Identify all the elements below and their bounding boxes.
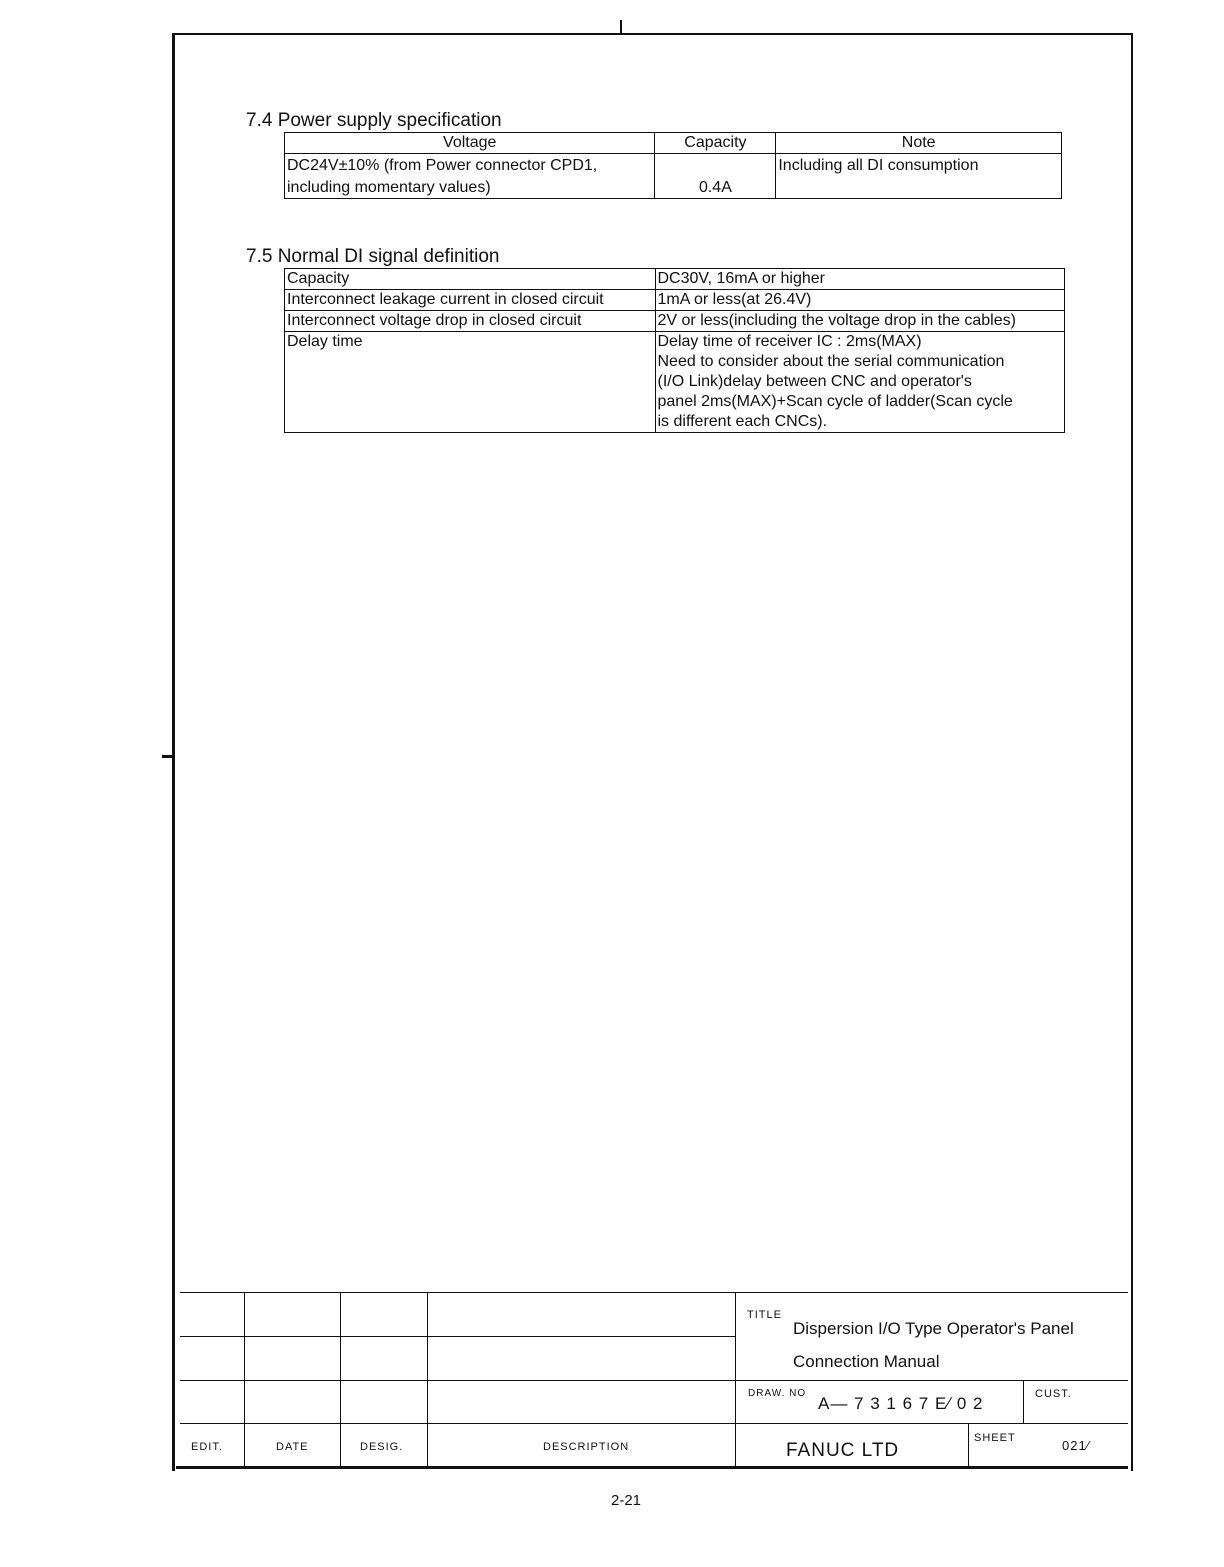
capacity-cell: 0.4A: [655, 154, 776, 199]
header-voltage: Voltage: [285, 133, 655, 154]
company-name: FANUC LTD: [786, 1440, 900, 1461]
table-header-row: [285, 133, 1062, 154]
desig-label: DESIG.: [360, 1441, 404, 1453]
row-label: Interconnect leakage current in closed circuit: [285, 290, 656, 311]
table-row: [285, 269, 1065, 290]
row-value: [655, 332, 1065, 433]
table-row: [285, 332, 1065, 433]
cust-label: CUST.: [1035, 1388, 1072, 1400]
description-label: DESCRIPTION: [543, 1441, 630, 1453]
header-capacity: Capacity: [655, 133, 776, 154]
section-7-5-title: 7.5 Normal DI signal definition: [246, 246, 500, 267]
left-tick-mark: [162, 755, 174, 758]
note-cell: Including all DI consumption: [776, 154, 1062, 199]
table-row: [285, 290, 1065, 311]
delay-line: is different each CNCs).: [657, 413, 828, 430]
document-title-line-2: Connection Manual: [793, 1352, 940, 1371]
header-note: Note: [776, 133, 1062, 154]
delay-line: Delay time of receiver IC : 2ms(MAX): [657, 333, 922, 350]
top-tick-mark: [620, 20, 622, 33]
table-row: [285, 311, 1065, 332]
sheet-label: SHEET: [974, 1432, 1016, 1444]
title-label: TITLE: [747, 1309, 782, 1321]
voltage-line-2: including momentary values): [287, 179, 491, 196]
row-value: DC30V, 16mA or higher: [655, 269, 1065, 290]
di-signal-table: [284, 268, 1065, 433]
table-row: [285, 154, 1062, 199]
delay-line: (I/O Link)delay between CNC and operator's: [657, 373, 972, 390]
row-value: 1mA or less(at 26.4V): [655, 290, 1065, 311]
voltage-cell: [285, 154, 655, 199]
date-label: DATE: [276, 1441, 309, 1453]
drawing-number: A— 7 3 1 6 7 E∕ 0 2: [818, 1394, 984, 1413]
delay-line: Need to consider about the serial communication: [657, 353, 1005, 370]
edit-label: EDIT.: [191, 1441, 223, 1453]
row-label: Interconnect voltage drop in closed circuit: [285, 311, 656, 332]
document-title-line-1: Dispersion I/O Type Operator's Panel: [793, 1319, 1074, 1338]
row-label: Capacity: [285, 269, 656, 290]
section-7-4-title: 7.4 Power supply specification: [246, 110, 502, 131]
delay-line: panel 2ms(MAX)+Scan cycle of ladder(Scan cycle: [657, 393, 1013, 410]
power-supply-table: [284, 132, 1062, 199]
draw-no-label: DRAW. NO: [748, 1388, 807, 1399]
voltage-line-1: DC24V±10% (from Power connector CPD1,: [287, 157, 598, 174]
sheet-number: 021∕: [1062, 1438, 1090, 1453]
row-label: Delay time: [285, 332, 656, 433]
page-number: 2-21: [611, 1492, 642, 1509]
row-value: 2V or less(including the voltage drop in the cables): [655, 311, 1065, 332]
